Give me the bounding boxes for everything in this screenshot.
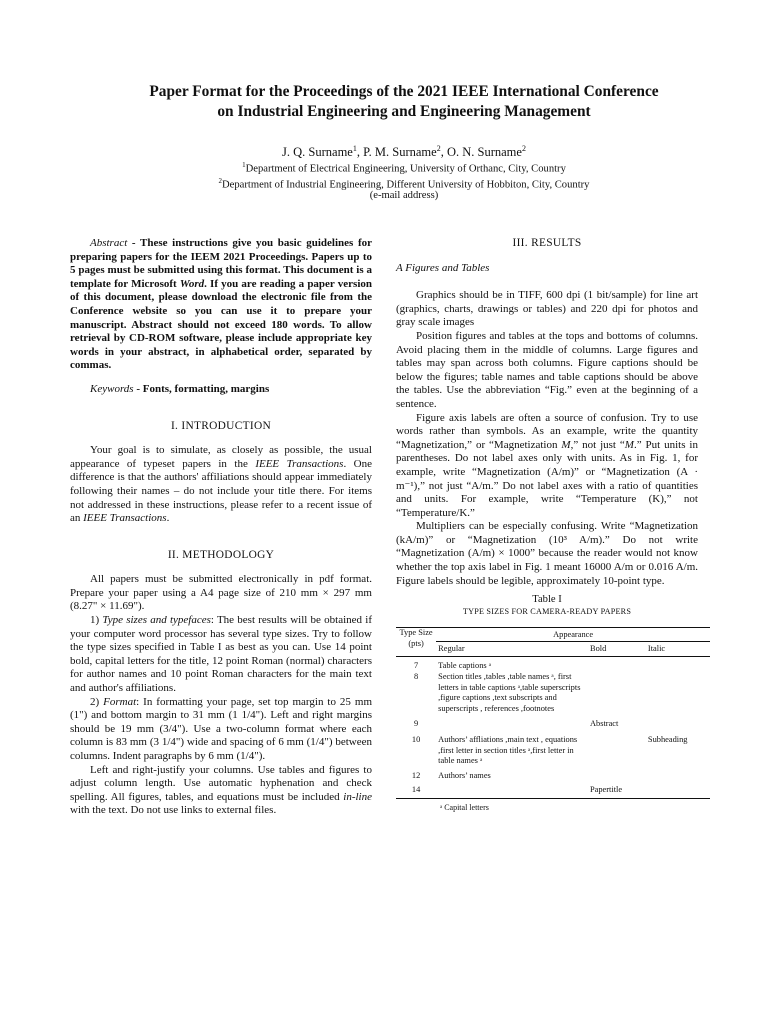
author-sep: , [356,145,364,160]
table-cell-size: 7 [413,661,419,671]
intro-text-d: IEEE Transactions [83,512,167,525]
keywords [70,383,372,397]
table-cell-size: 12 [411,770,421,780]
affiliation-1-sup: 1 [242,161,246,169]
abstract-text-1: These instructions give you basic guidelines for preparing papers for the IEEM 2021 Proceedings. Papers up to 5 pages must be submitted using this format. This document is a template for Microsoft [70,237,372,290]
abstract-label: Abstract [90,237,128,249]
table-row [396,672,710,719]
intro-text-c: . One difference is that the authors' affiliations should appear immediately following their names – do not include your title there. For items not addressed in these instructions, please refer to a recent issue of an [70,457,372,525]
table-header-appearance: Appearance [436,628,710,642]
table-footnote: ᵃ Capital letters [440,802,489,812]
table-cell-bold: Abstract [589,719,619,729]
table-header-type-size: Type Size (pts) [396,628,436,657]
table-cell-size: 10 [411,735,421,744]
para-text-b: M [561,438,571,451]
author-3: O. N. Surname [446,145,522,160]
methodology-paragraph-1: All papers must be submitted electronically in pdf format. Prepare your paper using a A4 page size of 210 mm × 297 mm (8.27" × 11.69"). [70,573,372,613]
results-paragraph-4: Multipliers can be especially confusing. Write “Magnetization (kA/m)” or “Magnetization (10³ A/m).” Do not write “Magnetization (A/m) × 1000” because the reader would not know whether the top axis label in Fig. 1 meant 16000 A/m or 0.016 A/m. Figure labels should be legible, approximately 10-point type. [396,520,698,587]
right-column [396,237,698,815]
table-cell-regular: Authors’ affliations ,main text , equations ,first letter in section titles ᵃ,first letter in table names ᵃ [438,735,578,766]
methodology-paragraph-4 [70,764,372,818]
para-text-b: in-line [343,790,372,803]
table-row [396,771,710,786]
table-cell-regular: Section titles ,tables ,table names ᵃ, first letters in table captions ᵃ,table superscripts ,figure captions ,text subscripts and superscripts , references ,footnotes [438,672,581,713]
para-text-c: ,” not just “ [570,438,625,451]
table-cell-regular: Table captions ᵃ [438,661,492,671]
table-cell-regular [436,719,588,730]
table-header-italic: Italic [646,641,710,657]
table-header-bold: Bold [588,641,646,657]
section-heading-introduction: I. INTRODUCTION [170,419,272,432]
results-paragraph-1: Graphics should be in TIFF, 600 dpi (1 bit/sample) for line art (graphics, charts, drawings or tables) and 220 dpi for photos and gray scale images [396,289,698,329]
table-row [396,657,710,672]
table-cell-italic [646,672,710,719]
table-cell-bold [588,672,646,719]
title-line-1: Paper Format for the Proceedings of the 2021 IEEE International Conference [149,83,659,100]
table-cell-italic [646,657,710,672]
introduction-paragraph [70,444,372,526]
item-title: Format [103,695,137,708]
keywords-label: Keywords [90,382,134,395]
para-text-a: Figure axis labels are often a source of confusion. Try to use words rather than symbols. As an example, write the quantity “Magnetization,” or “Magnetization [396,411,698,451]
left-column [70,237,372,818]
item-number: 2) [90,695,100,708]
methodology-paragraph-2 [70,614,372,696]
affiliation-2-text: Department of Industrial Engineering, Different University of Hobbiton, City, Country [222,179,590,191]
para-text-d: M [624,438,634,451]
keywords-text: Fonts, formatting, margins [142,382,270,395]
table-cell-size: 9 [413,719,419,729]
para-text-a: Left and right-justify your columns. Use tables and figures to adjust column length. Use automatic hyphenation and check spelling. All figures, tables, and equations must be included [70,763,372,803]
table-row [396,730,710,771]
table-cell-regular [436,785,588,798]
table-cell-italic [646,771,710,786]
para-text-e: .” Put units in parentheses. Do not label axes only with units. As in Fig. 1, for example, write “Magnetization (A/m)” or “Magnetization (A · m⁻¹),” not just “A/m.” Do not label axes with a ratio of quantities and units. For example, write “Temperature (K),” not “Temperature/K.” [396,438,698,519]
item-number: 1) [90,614,100,627]
author-2: P. M. Surname [363,145,437,160]
title-line-2: on Industrial Engineering and Engineering Management [217,103,591,120]
table-cell-italic [646,785,710,798]
paper-title [90,82,718,122]
affiliation-2-sup: 2 [218,177,222,185]
results-paragraph-3 [396,412,698,521]
author-sep: , [440,145,447,160]
type-sizes-table [396,627,710,799]
abstract-word: Word [179,277,205,290]
section-heading-methodology: II. METHODOLOGY [167,548,275,561]
email-address [90,189,718,203]
intro-text-b: IEEE Transactions [255,457,344,470]
author-2-sup: 2 [436,144,441,153]
abstract-text-2: . If you are reading a paper version of this document, please download the electronic file from the Conference website so you can use it to prepare your manuscript. Abstract should not exceed 180 words. To allow retrieval by CD-ROM software, please include appropriate key words in your abstract, in alphabetical order, separated by commas. [70,277,372,372]
abstract [70,237,372,373]
intro-text-e: . [166,512,170,525]
item-title: Type sizes and typefaces [102,614,211,627]
intro-text-a: Your goal is to simulate, as closely as possible, the usual appearance of typeset papers in the [70,444,372,470]
item-text: : In formatting your page, set top margin to 25 mm (1") and bottom margin to 31 mm (1 1/4"). Left and right margins should be 19 mm (3/4"). Use a two-column format where each column is 83 mm (3 1/4") wide and spacing of 6 mm (1/4") between columns. Indent paragraphs by 6 mm (1/4"). [70,695,373,762]
para-text-c: with the text. Do not use links to external files. [70,804,277,817]
abstract-dash: - [127,237,141,249]
keywords-dash: - [133,382,143,395]
table-cell-bold [588,657,646,672]
table-title: TYPE SIZES FOR CAMERA-READY PAPERS [462,607,632,617]
table-header-regular: Regular [436,641,588,657]
table-cell-size: 14 [396,785,436,798]
affiliation-1-text: Department of Electrical Engineering, University of Orthanc, City, Country [245,163,566,175]
table-cell-size: 8 [413,672,419,682]
table-row [396,785,710,798]
table-cell-italic: Subheading [647,735,688,744]
table-row [396,719,710,730]
table-cell-regular: Authors’ names [438,770,491,780]
subsection-heading-figures: A Figures and Tables [396,261,490,274]
table-cell-italic [646,719,710,730]
item-text: : The best results will be obtained if your computer word processor has several type sizes. Try to follow the type sizes specified in Table I as best as you can. Use 14 point bold, capital letters for the title, 12 point Roman (normal) characters for author names and 10 point Roman characters for the main text and author's affiliations. [70,614,372,695]
table-caption: Table I [532,594,562,606]
table-cell-bold [588,771,646,786]
email-text: (e-mail address) [369,190,439,201]
author-3-sup: 2 [521,144,526,153]
table-cell-bold [588,730,646,771]
section-heading-results: III. RESULTS [512,237,582,249]
table-cell-bold: Papertitle [588,785,646,798]
results-paragraph-2: Position figures and tables at the tops and bottoms of columns. Avoid placing them in the middle of columns. Large figures and tables may span across both columns. Figure captions should be below the figures; table names and table captions should be above the tables. Use the abbreviation “Fig.” even at the beginning of a sentence. [396,329,698,410]
author-1-sup: 1 [352,144,357,153]
methodology-paragraph-3 [70,696,372,764]
author-1: J. Q. Surname [282,145,353,160]
